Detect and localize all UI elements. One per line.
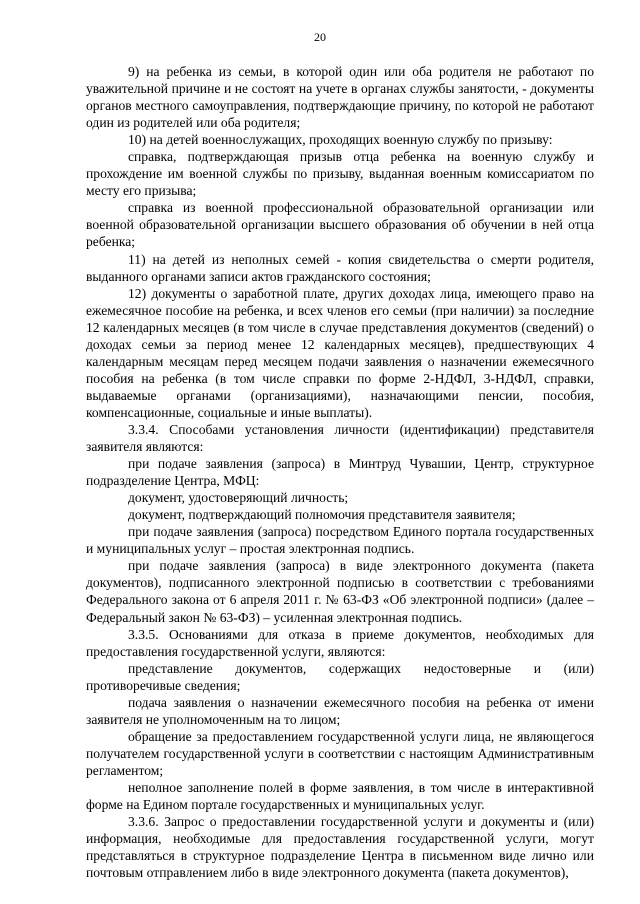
paragraph-item-12: 12) документы о заработной плате, других доходах лица, имеющего право на ежемесячное пособие на ребенка, и всех членов его семьи (при наличии) за последние 12 календарных месяцев (в том числе в случае представления документов (сведений) о доходах семьи за период менее 12 календарных месяцев), предшествующих 4 календарным месяцам перед месяцем подачи заявления о назначении ежемесячного пособия на ребенка (в том числе справки по форме 2-НДФЛ, 3-НДФЛ, справки, выдаваемые органами (организациями), назначающими пенсии, пособия, компенсационные, социальные и иные выплаты).: [86, 285, 594, 420]
paragraph-incomplete-form: неполное заполнение полей в форме заявления, в том числе в интерактивной форме на Едином портале государственных и муниципальных услуг.: [86, 779, 594, 813]
paragraph-identity-document: документ, удостоверяющий личность;: [128, 490, 349, 506]
paragraph-section-3-3-6: 3.3.6. Запрос о предоставлении государственной услуги и документы и (или) информация, необходимые для предоставления государственной услуги, могут представляться в структурное подразделение Центра в письменном виде лично или почтовым отправлением либо в виде электронного документа (пакета документов),: [86, 814, 594, 881]
paragraph-section-3-3-4: 3.3.4. Способами установления личности (идентификации) представителя заявителя являются:: [86, 421, 594, 455]
document-body: [86, 63, 594, 881]
paragraph-false-information: представление документов, содержащих недостоверные и (или) противоречивые сведения;: [86, 660, 594, 693]
paragraph-section-3-3-5: 3.3.5. Основаниями для отказа в приеме документов, необходимых для предоставления государственной услуги, являются:: [86, 626, 594, 659]
paragraph-item-11: 11) на детей из неполных семей - копия свидетельства о смерти родителя, выданного органами записи актов гражданского состояния;: [86, 251, 594, 284]
paragraph-portal-simple-signature: при подаче заявления (запроса) посредством Единого портала государственных и муниципальных услуг – простая электронная подпись.: [86, 524, 594, 557]
paragraph-conscription-certificate: справка, подтверждающая призыв отца ребенка на военную службу и прохождение им военной службы по призыву, выданная военным комиссариатом по месту его призыва;: [86, 149, 594, 199]
paragraph-item-9: 9) на ребенка из семьи, в которой один или оба родителя не работают по уважительной причине и не состоят на учете в органах службы занятости, - документы органов местного самоуправления, подтверждающие причину, по которой не работают один из родителей или оба родителя;: [86, 64, 594, 131]
paragraph-non-recipient: обращение за предоставлением государственной услуги лица, не являющегося получателем государственной услуги в соответствии с настоящим Административным регламентом;: [86, 728, 594, 778]
paragraph-submission-in-person: при подаче заявления (запроса) в Минтруд Чувашии, Центр, структурное подразделение Центра, МФЦ:: [86, 456, 594, 489]
paragraph-education-certificate: справка из военной профессиональной образовательной организации или военной образовательной организации высшего образования об обучении в ней отца ребенка;: [86, 200, 594, 250]
paragraph-electronic-qualified-signature: при подаче заявления (запроса) в виде электронного документа (пакета документов), подписанного электронной подписью в соответствии с требованиями Федерального закона от 6 апреля 2011 г. № 63-ФЗ «Об электронной подписи» (далее – Федеральный закон № 63-ФЗ) – усиленная электронная подпись.: [86, 558, 594, 625]
paragraph-item-10: 10) на детей военнослужащих, проходящих военную службу по призыву:: [128, 132, 553, 148]
paragraph-authority-document: документ, подтверждающий полномочия представителя заявителя;: [128, 507, 516, 523]
paragraph-unauthorized-person: подача заявления о назначении ежемесячного пособия на ребенка от имени заявителя не уполномоченным на то лицом;: [86, 694, 594, 727]
page-number: 20: [314, 30, 326, 44]
